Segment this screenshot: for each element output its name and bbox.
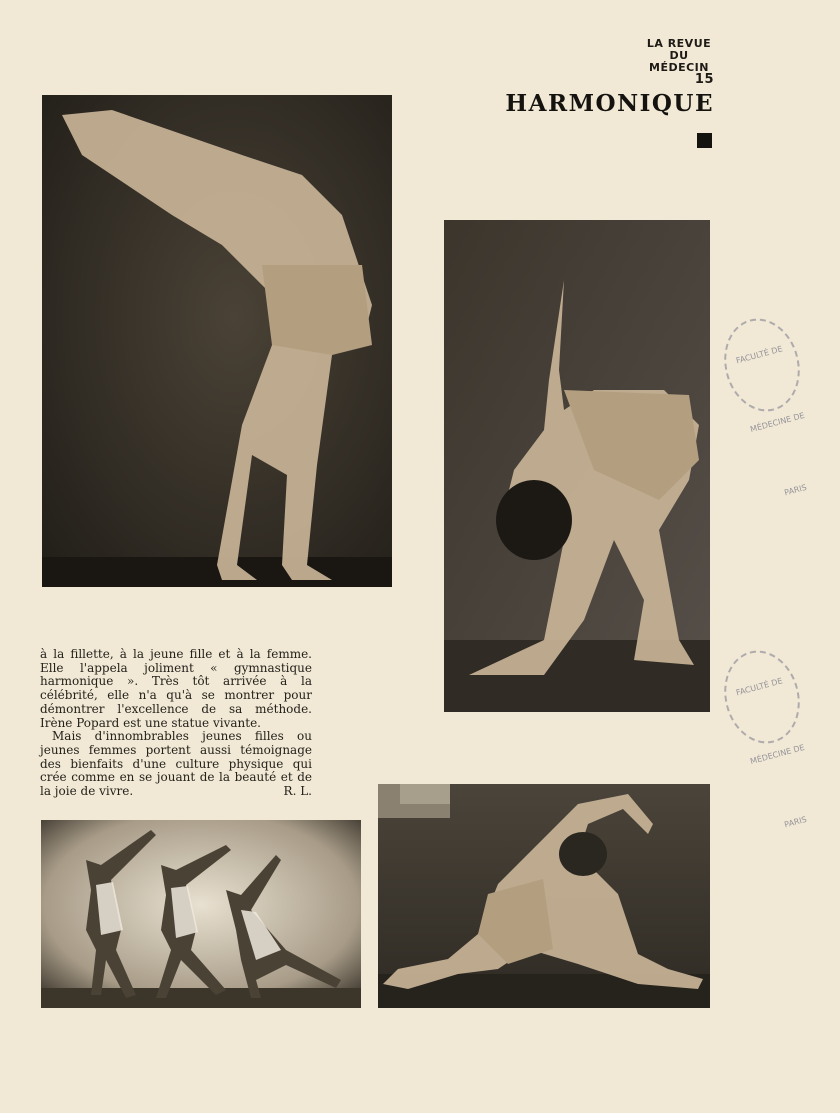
library-stamp-top-text: FACULTÉ DE MÉDECINE DE PARIS xyxy=(735,344,808,498)
magazine-logo xyxy=(640,38,718,86)
library-stamp-bottom-text: FACULTÉ DE MÉDECINE DE PARIS xyxy=(735,676,808,830)
article-title: HARMONIQUE xyxy=(505,90,714,117)
photo-triangle-pose xyxy=(444,220,710,712)
library-stamp-bottom xyxy=(714,642,810,830)
photo-side-stretch xyxy=(378,784,710,1008)
page-number: 15 xyxy=(694,72,714,87)
title-square-ornament xyxy=(697,133,712,148)
paragraph-2 xyxy=(40,730,312,799)
paragraph-2-text: Mais d'innombrables jeunes filles ou jeunes femmes portent aussi témoignage des bienfaits d'une culture physique qui crée comme en se jouant de la beauté et de la joie de vivre. xyxy=(40,729,312,799)
logo-line-2: DU xyxy=(669,49,689,62)
photo-forward-bend xyxy=(42,95,392,587)
logo-line-1: LA REVUE xyxy=(646,37,712,50)
article-text xyxy=(40,648,312,799)
library-stamp-top xyxy=(714,310,810,498)
photo-three-dancers xyxy=(41,820,361,1008)
paragraph-1: à la fillette, à la jeune fille et à la femme. Elle l'appela joliment « gymnastique harmonique ». Très tôt arrivée à la célébrité, elle n'a qu'à se montrer pour démontrer l'excellence de sa méthode. Irène Popard est une statue vivante. xyxy=(40,647,312,730)
author-signature: R. L. xyxy=(283,784,312,799)
logo-line-3: MÉDECIN xyxy=(649,61,709,74)
